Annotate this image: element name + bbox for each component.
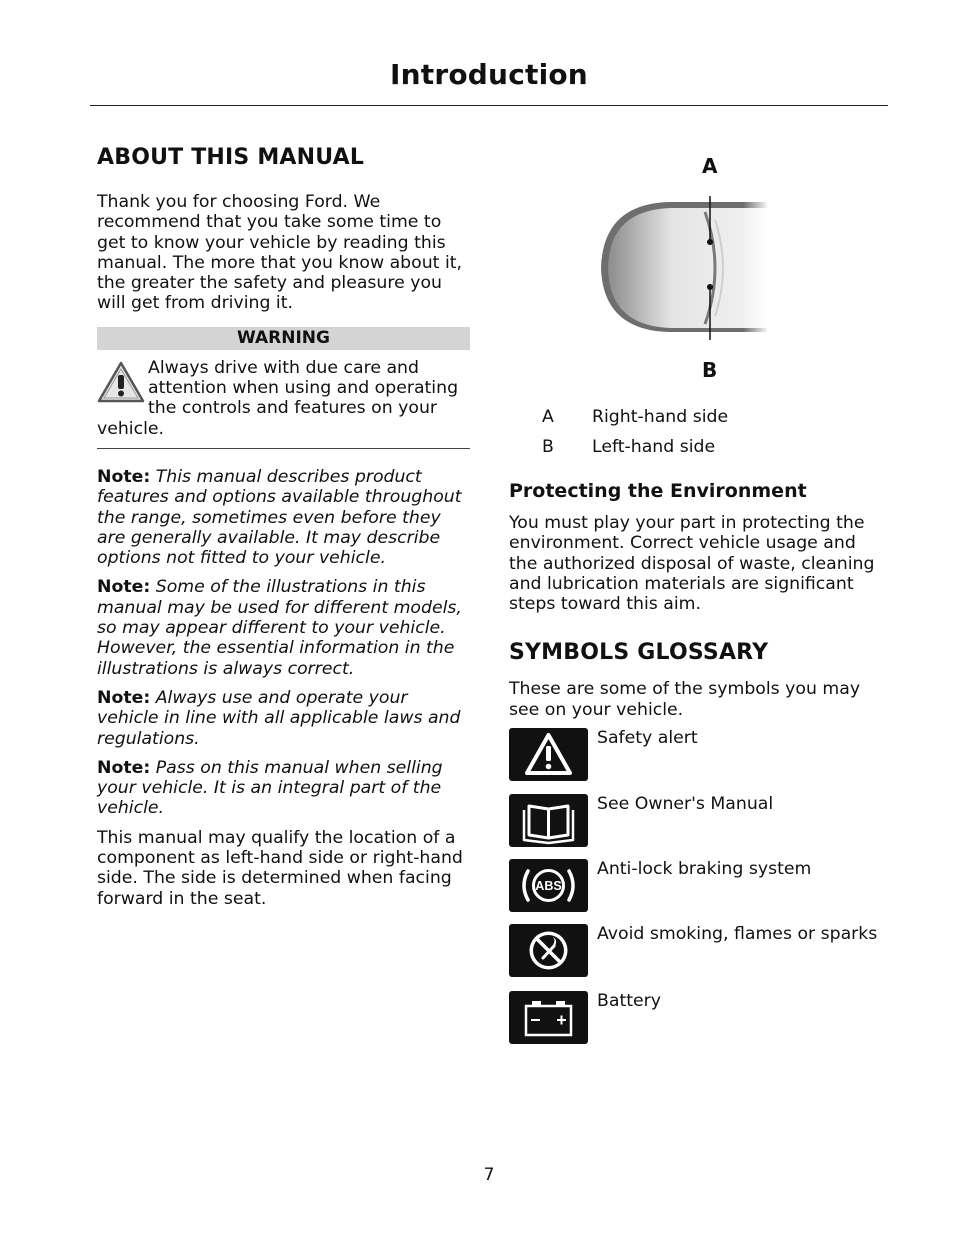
environment-heading: Protecting the Environment [509, 480, 807, 502]
symbols-intro: These are some of the symbols you may see on your vehicle. [509, 679, 861, 720]
vehicle-side-diagram [509, 140, 887, 390]
car-top-view-illustration [509, 140, 887, 390]
symbol-row-no-smoking [509, 924, 887, 991]
open-book-icon [509, 794, 588, 847]
symbols-heading: SYMBOLS GLOSSARY [509, 640, 769, 666]
symbol-label: Safety alert [597, 728, 698, 749]
environment-text: You must play your part in protecting the environment. Correct vehicle usage and the authorized disposal of waste, cleaning and lubrication materials are significant steps toward this aim. [509, 513, 875, 615]
symbols-list [509, 728, 887, 1056]
note-3 [97, 688, 470, 749]
symbol-label: Battery [597, 991, 661, 1012]
symbol-row-abs [509, 859, 887, 924]
note-label: Note: [97, 757, 151, 778]
warning-divider [97, 448, 470, 449]
legend-text: Right-hand side [592, 407, 729, 427]
legend-text: Left-hand side [592, 437, 716, 457]
abs-icon-text: ABS [535, 879, 562, 894]
symbol-label: Anti-lock braking system [597, 859, 812, 880]
page-number: 7 [483, 1165, 495, 1185]
note-label: Note: [97, 577, 151, 598]
note-4 [97, 758, 470, 819]
note-text: This manual describes product features and options available throughout the range, sometimes even before they are generally available. It may describe options not fitted to your vehicle. [97, 466, 462, 569]
note-2 [97, 577, 470, 678]
left-column [97, 140, 470, 909]
diagram-label-b: B [702, 358, 718, 382]
note-text: Always use and operate your vehicle in line with all applicable laws and regulations. [97, 687, 461, 749]
right-column [509, 140, 887, 1056]
note-text: Pass on this manual when selling your vehicle. It is an integral part of the vehicle. [97, 757, 443, 819]
note-text: Some of the illustrations in this manual may be used for different models, so may appear different to your vehicle. However, the essential information in the illustrations is always correct. [97, 577, 462, 679]
legend-letter: A [542, 407, 554, 427]
legend-row [509, 437, 887, 467]
warning-box [97, 327, 470, 449]
symbol-label: See Owner's Manual [597, 794, 774, 815]
legend-row [509, 407, 887, 437]
about-intro: Thank you for choosing Ford. We recommend that you take some time to get to know your vehicle by reading this manual. The more that you know about it, the greater the safety and pleasure you will get from driving it. [97, 192, 463, 314]
warning-triangle-icon [509, 728, 588, 781]
warning-body [97, 350, 470, 439]
symbol-row-safety-alert [509, 728, 887, 794]
abs-icon [509, 859, 588, 912]
title-divider [90, 105, 888, 106]
symbol-row-battery [509, 991, 887, 1056]
warning-triangle-icon [97, 360, 145, 404]
page-title: Introduction [390, 58, 588, 91]
about-heading: ABOUT THIS MANUAL [97, 145, 365, 170]
note-label: Note: [97, 466, 151, 487]
note-1 [97, 467, 470, 568]
warning-text: Always drive with due care and attention when using and operating the controls and features on your vehicle. [97, 357, 459, 439]
legend-letter: B [542, 437, 554, 457]
warning-label: WARNING [97, 327, 470, 350]
symbol-row-owners-manual [509, 794, 887, 859]
diagram-legend [509, 407, 887, 467]
diagram-label-a: A [702, 154, 718, 178]
battery-icon [509, 991, 588, 1044]
symbol-label: Avoid smoking, flames or sparks [597, 924, 878, 945]
note-label: Note: [97, 687, 151, 708]
about-closing: This manual may qualify the location of a component as left-hand side or right-hand side. The side is determined when facing forward in the seat. [97, 827, 463, 909]
no-smoking-icon [509, 924, 588, 977]
